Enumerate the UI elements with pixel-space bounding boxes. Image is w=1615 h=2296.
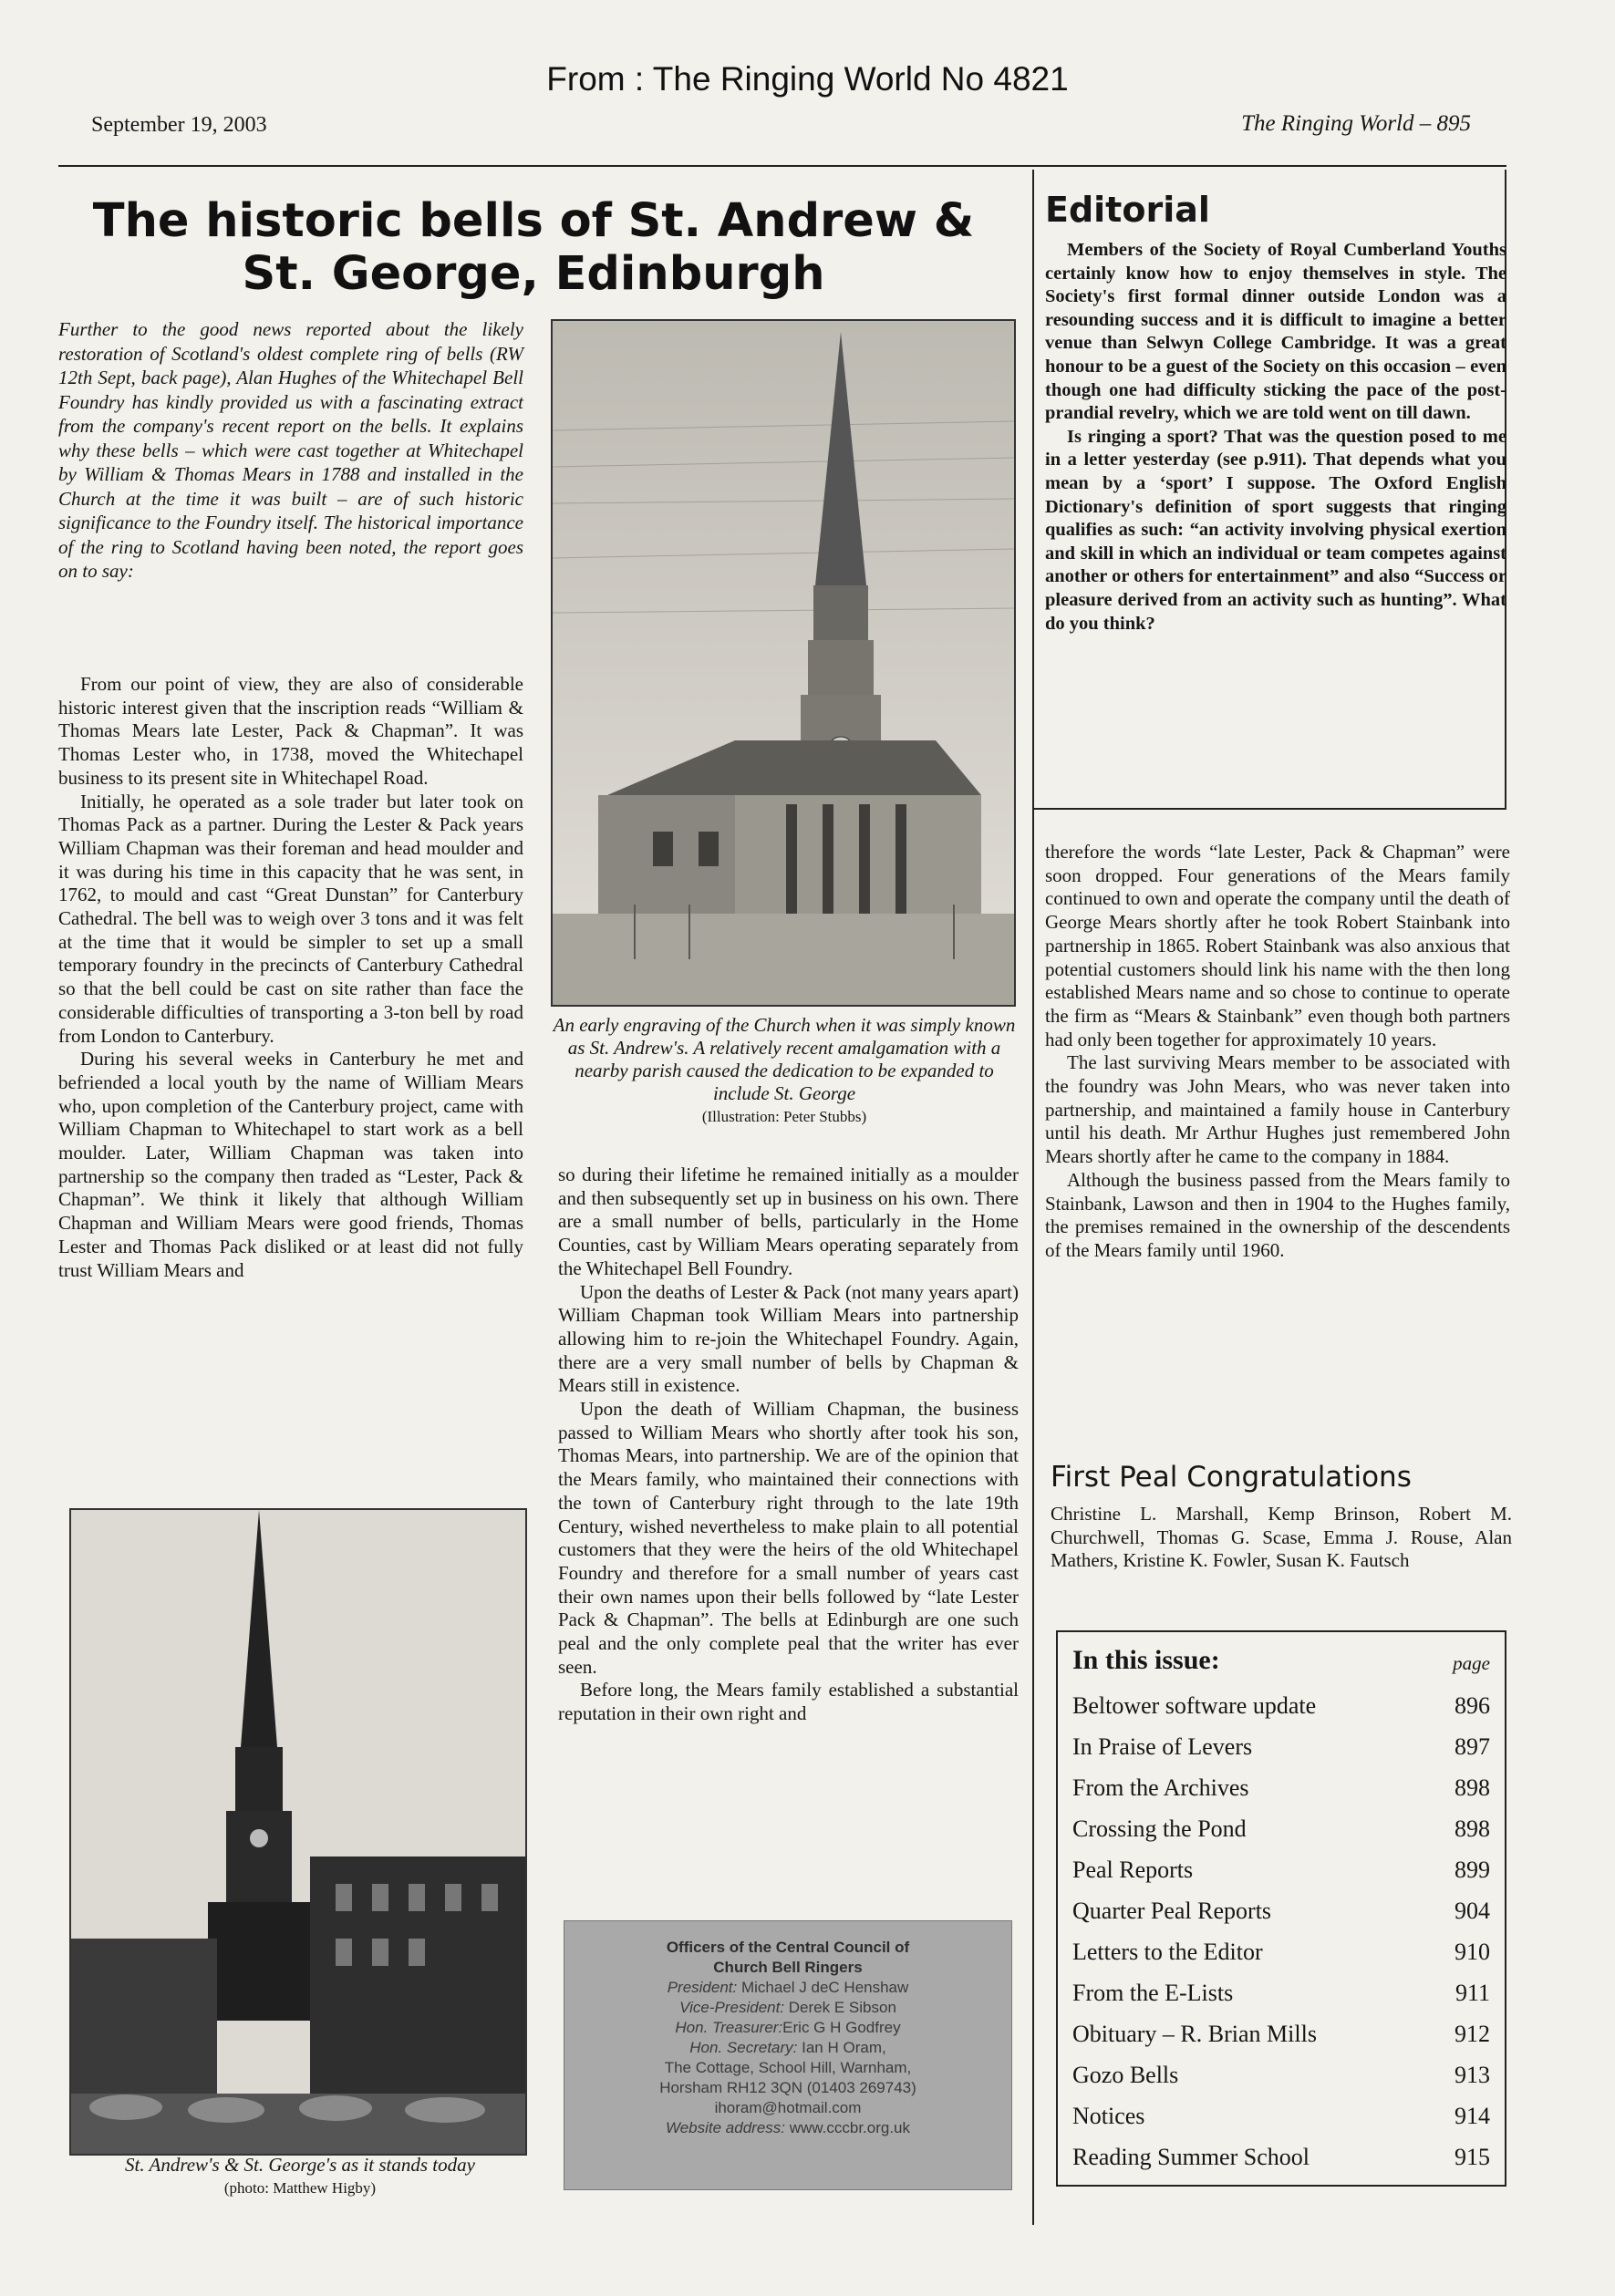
toc-item[interactable]: In Praise of Levers 897 <box>1072 1733 1490 1760</box>
editorial-title: Editorial <box>1045 190 1210 230</box>
website-line: Website address: www.cccbr.org.uk <box>665 2119 911 2136</box>
article-column-1 <box>58 673 523 1282</box>
toc-item[interactable]: Obituary – R. Brian Mills 912 <box>1072 2021 1490 2047</box>
toc-item[interactable]: From the Archives 898 <box>1072 1774 1490 1801</box>
engraving-caption <box>547 1014 1021 1128</box>
toc-item[interactable]: Quarter Peal Reports 904 <box>1072 1898 1490 1924</box>
paragraph: so during their lifetime he remained initially as a moulder and then subsequently set up in business on his own. There are a small number of bells, particularly in the Home Counties, cast by William Mears operating separately from the Whitechapel Bell Foundry. <box>558 1164 1019 1279</box>
issue-date: September 19, 2003 <box>91 113 267 137</box>
paragraph: The last surviving Mears member to be associated with the foundry was John Mears, who was never taken into partnership, and maintained a family house in Canterbury until his death. Mr Arthur Hughes just remembered John Mears shortly after he came to the company in 1884. <box>1045 1051 1510 1168</box>
paragraph: From our point of view, they are also of considerable historic interest given that the inscription reads “William & Thomas Mears late Lester, Pack & Chapman”. It was Thomas Lester who, in 1738, moved the Whitechapel business to its present site in Whitechapel Road. <box>58 673 523 789</box>
article-column-3 <box>1045 841 1510 1263</box>
paragraph: Initially, he operated as a sole trader but later took on Thomas Pack as a partner. During the Lester & Pack years William Chapman was their foreman and head moulder and it was during his time in this capacity that he was sent, in 1762, to mould and cast “Great Dunstan” for Canterbury Cathedral. The bell was to weigh over 3 tons and it was felt at the time that it would be simpler to set up a small temporary foundry in the precincts of Canterbury Cathedral so that the bell could be cast on site rather than face the considerable difficulties of transporting a 3-ton bell by road from London to Canterbury. <box>58 790 523 1047</box>
president-line: President: Michael J deC Henshaw <box>667 1979 909 1996</box>
officers-heading-2: Church Bell Ringers <box>713 1959 863 1976</box>
toc-item[interactable]: Gozo Bells 913 <box>1072 2062 1490 2088</box>
paragraph: Upon the deaths of Lester & Pack (not many years apart) William Chapman took William Mears into partnership allowing him to re-join the Whitechapel Foundry. Again, there are a very small number of bells by Chapman & Mears still in existence. <box>558 1280 1019 1397</box>
source-line: From : The Ringing World No 4821 <box>546 60 1069 98</box>
paragraph: Is ringing a sport? That was the question posed to me in a letter yesterday (see p.911). That depends what you mean by a ‘sport’ I suppose. The Oxford English Dictionary's definition of sport suggests that ringing qualifies as such: “an activity involving physical exertion and skill in which an individual or team competes against another or others for entertainment” and also “Success or pleasure derived from an activity such as hunting”. What do you think? <box>1045 426 1506 634</box>
email-line: ihoram@hotmail.com <box>714 2099 862 2116</box>
header-rule <box>58 165 1506 167</box>
photo-caption <box>69 2154 531 2199</box>
paragraph: Before long, the Mears family established a substantial reputation in their own right and <box>558 1679 1019 1725</box>
paragraph: Upon the death of William Chapman, the business passed to William Mears who shortly after took his son, Thomas Mears, into partnership. We are of the opinion that the Mears family, who maintained their connections with the town of Canterbury right through to the late 19th Century, wished nevertheless to make plain to all potential customers that they were the heirs of the old Whitechapel Foundry and therefore for a small number of years cast their own names upon their bells followed by “late Lester Pack & Chapman”. The bells at Edinburgh are one such peal and the only complete peal that the writer has ever seen. <box>558 1398 1019 1678</box>
editorial-text <box>1045 239 1506 636</box>
caption-credit: (Illustration: Peter Stubbs) <box>701 1108 867 1125</box>
address-line: The Cottage, School Hill, Warnham, <box>664 2059 912 2076</box>
officers-heading: Officers of the Central Council of <box>666 1939 910 1956</box>
address-line: Horsham RH12 3QN (01403 269743) <box>659 2079 916 2096</box>
caption-credit: (photo: Matthew Higby) <box>223 2179 377 2197</box>
officers-box <box>564 1920 1012 2190</box>
toc-item[interactable]: Crossing the Pond 898 <box>1072 1815 1490 1842</box>
paragraph: During his several weeks in Canterbury he met and befriended a local youth by the name of William Mears who, upon completion of the Canterbury project, came with William Chapman to Whitechapel to start work as a bell moulder. Later, William Chapman was taken into partnership so the company then traded as “Lester, Pack & Chapman”. We think it likely that although William Chapman and William Mears were good friends, Thomas Lester and Thomas Pack disliked or at least did not fully trust William Mears and <box>58 1048 523 1281</box>
caption-text: An early engraving of the Church when it was simply known as St. Andrew's. A relatively recent amalgamation with a nearby parish caused the dedication to be expanded to include St. George <box>553 1014 1016 1104</box>
toc-page-heading: page <box>1453 1652 1490 1674</box>
paragraph: Although the business passed from the Mears family to Stainbank, Lawson and then in 1904 to the Hughes family, the premises remained in the ownership of the descendents of the Mears family until 1960. <box>1045 1168 1510 1261</box>
church-photo-image <box>69 1508 527 2156</box>
toc-item[interactable]: From the E-Lists 911 <box>1072 1980 1490 2006</box>
engraving-drawing <box>553 321 1014 1005</box>
paragraph: Members of the Society of Royal Cumberland Youths certainly know how to enjoy themselves in style. The Society's first formal dinner outside London was a resounding success and it is difficult to imagine a better venue than Selwyn College Cambridge. It was a great honour to be a guest of the Society on this occasion – even though one had difficulty sticking the pace of the post-prandial revelry, which we are told went on till dawn. <box>1045 240 1506 424</box>
first-peal-names: Christine L. Marshall, Kemp Brinson, Robert M. Churchwell, Thomas G. Scase, Emma J. Rouse, Alan Mathers, Kristine K. Fowler, Susan K. Fautsch <box>1051 1503 1512 1572</box>
toc-item[interactable]: Peal Reports 899 <box>1072 1856 1490 1883</box>
church-engraving-image <box>551 319 1016 1007</box>
toc-item[interactable]: Beltower software update 896 <box>1072 1692 1490 1719</box>
article-column-2 <box>558 1164 1019 1726</box>
first-peal-title: First Peal Congratulations <box>1051 1461 1412 1494</box>
toc-heading: In this issue: <box>1072 1645 1220 1675</box>
running-header: The Ringing World – 895 <box>1241 111 1471 136</box>
toc-item[interactable]: Reading Summer School 915 <box>1072 2144 1490 2170</box>
vice-president-line: Vice-President: Derek E Sibson <box>679 1999 896 2016</box>
caption-text: St. Andrew's & St. George's as it stands today <box>125 2154 475 2176</box>
treasurer-line: Hon. Treasurer:Eric G H Godfrey <box>675 2019 901 2036</box>
in-this-issue-box <box>1056 1630 1506 2187</box>
toc-item[interactable]: Notices 914 <box>1072 2103 1490 2129</box>
article-title: The historic bells of St. Andrew & St. George, Edinburgh <box>92 194 975 301</box>
article-intro: Further to the good news reported about the likely restoration of Scotland's oldest complete ring of bells (RW 12th Sept, back page), Alan Hughes of the Whitechapel Bell Foundry has kindly provided us with a fascinating extract from the company's recent report on the bells. It explains why these bells – which were cast together at Whitechapel by William & Thomas Mears in 1788 and installed in the Church at the time it was built – are of such historic significance to the Foundry itself. The historical importance of the ring to Scotland having been noted, the report goes on to say: <box>58 318 523 582</box>
toc-item[interactable]: Letters to the Editor 910 <box>1072 1939 1490 1965</box>
photo-drawing <box>71 1510 525 2154</box>
secretary-line: Hon. Secretary: Ian H Oram, <box>689 2039 886 2056</box>
paragraph: therefore the words “late Lester, Pack & Chapman” were soon dropped. Four generations of the Mears family continued to own and operate the company until the death of George Mears shortly after he took Robert Stainbank into partnership in 1865. Robert Stainbank was also anxious that potential customers should link his name with the then long established Mears name and so chose to continue to operate the firm as “Mears & Stainbank” even though both partners had only been together for approximately 10 years. <box>1045 841 1510 1050</box>
